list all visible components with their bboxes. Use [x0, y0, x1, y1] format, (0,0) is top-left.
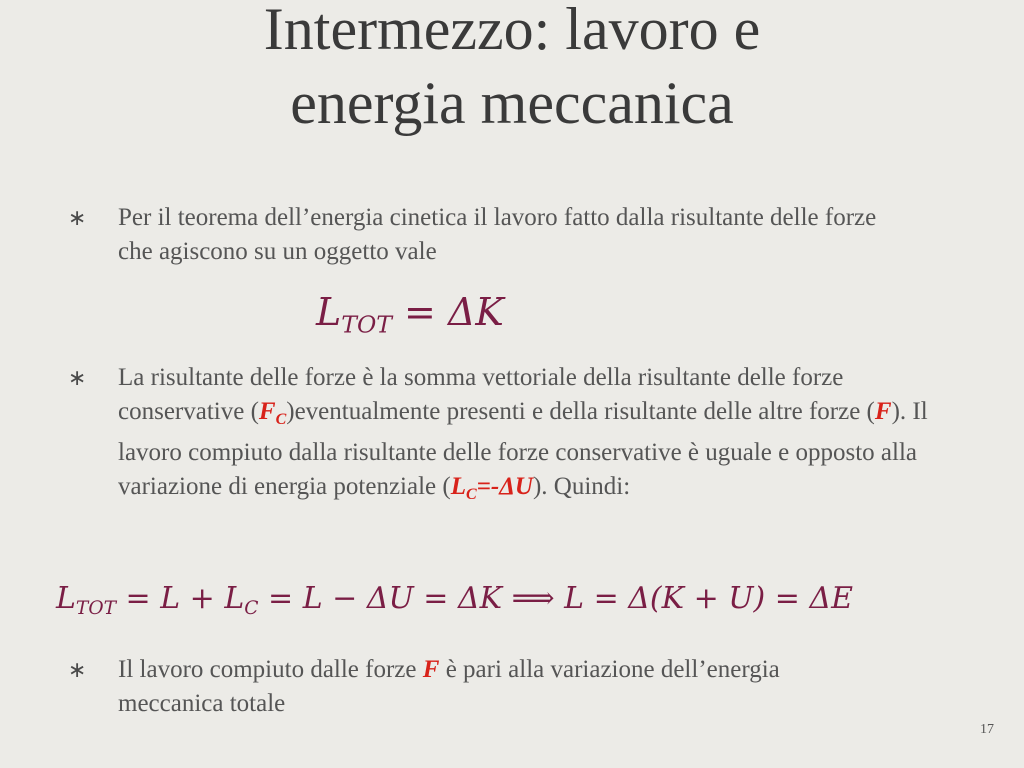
bullet-2-text-a: La risultante delle forze è la somma vettoriale della risultante delle forze conservative ( [118, 364, 844, 425]
equation-2-segment-2: = L + L [115, 581, 245, 616]
bullet-2 [68, 361, 968, 511]
bullet-marker-icon: ∗ [68, 206, 87, 231]
bullet-3 [68, 653, 878, 720]
bullet-2-text-c: ). Il lavoro compiuto dalla risultante delle forze conservative è uguale e opposto alla variazione di energia potenziale ( [118, 397, 928, 500]
bullet-2-text-b: )eventualmente presenti e della risultante delle altre forze ( [286, 397, 875, 425]
equation-2-subscript-1: TOT [75, 597, 116, 619]
slide-title-line-1: Intermezzo: lavoro e [263, 0, 761, 62]
work-conservative-sub: C [465, 485, 477, 503]
force-conservative-sub: C [275, 410, 287, 428]
bullet-marker-icon: ∗ [68, 366, 87, 391]
slide-title [0, 0, 1024, 140]
work-conservative-symbol [450, 472, 533, 503]
equation-mechanical-energy [56, 581, 853, 619]
equation-1-L: L [316, 290, 342, 334]
bullet-1-text: Per il teorema dell’energia cinetica il lavoro fatto dalla risultante delle forze che agiscono su un oggetto vale [118, 204, 877, 265]
equation-2-segment-1: L [56, 581, 76, 616]
bullet-1 [68, 201, 898, 268]
equation-2-segment-3: = L − ΔU = ΔK ⟹ L = Δ(K + U) = ΔE [258, 581, 854, 616]
force-conservative-symbol [258, 397, 287, 428]
force-conservative-main: F [258, 397, 276, 425]
bullet-2-text-d: ). Quindi: [532, 472, 631, 500]
slide-title-line-2: energia meccanica [290, 70, 734, 136]
equation-1-subscript: TOT [341, 310, 392, 339]
force-other-symbol: F [874, 397, 892, 425]
bullet-3-text-a: Il lavoro compiuto dalle forze [118, 656, 423, 683]
page-number: 17 [980, 722, 994, 737]
bullet-3-text-b: è pari alla variazione dell’energia meccanica totale [118, 656, 780, 717]
equation-kinetic-theorem [316, 290, 504, 339]
work-conservative-rest: =-ΔU [476, 472, 533, 500]
force-other-symbol: F [422, 656, 440, 683]
equation-2-subscript-2: C [244, 597, 259, 619]
work-conservative-main: L [450, 472, 466, 500]
bullet-marker-icon: ∗ [68, 658, 87, 683]
equation-1-rest: = ΔK [391, 290, 504, 334]
